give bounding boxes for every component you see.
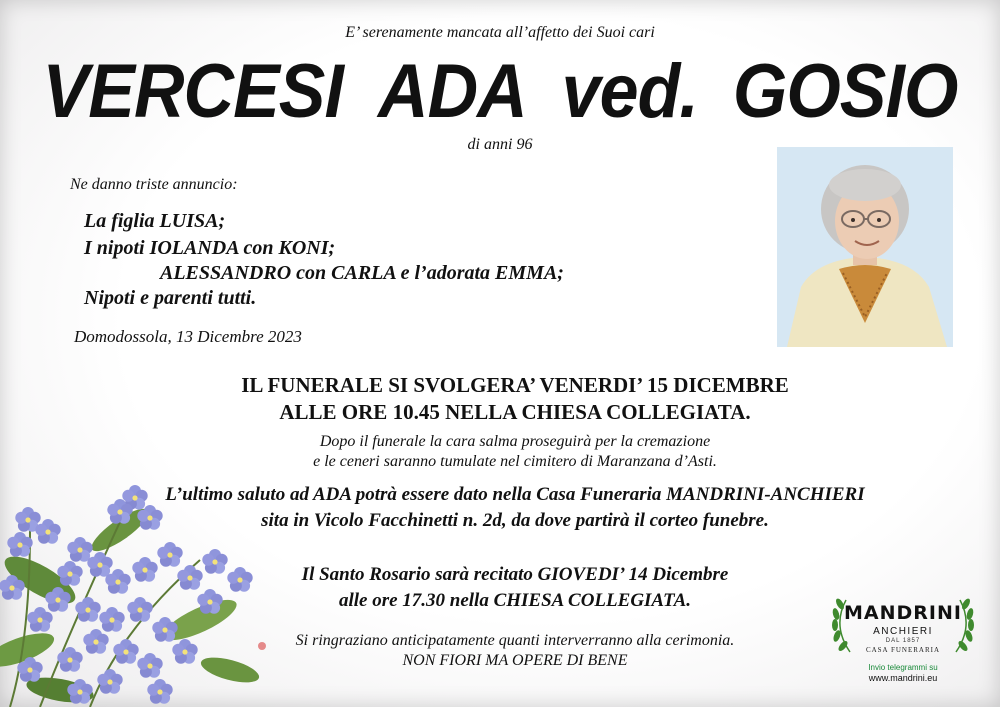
name-part: ved.: [561, 49, 698, 134]
rosary-line: Il Santo Rosario sarà recitato GIOVEDI’ 14 Dicembre: [301, 564, 729, 585]
thanks-line: Si ringraziano anticipatamente quanti interverranno alla cerimonia.: [295, 632, 735, 649]
funeral-home-logo: [828, 592, 978, 687]
funeral-line: IL FUNERALE SI SVOLGERA’ VENERDI’ 15 DICEMBRE: [241, 373, 789, 397]
name-part: ADA: [377, 49, 527, 134]
cremation-line: Dopo il funerale la cara salma proseguirà per la cremazione: [319, 433, 711, 450]
farewell-line: sita in Vicolo Facchinetti n. 2d, da dove partirà il corteo funebre.: [261, 510, 769, 531]
rosary-line: alle ore 17.30 nella CHIESA COLLEGIATA.: [338, 590, 692, 611]
logo-subname: ANCHIERI: [873, 626, 933, 637]
forget-me-not-icon: [0, 470, 300, 707]
cremation-note: [0, 432, 1000, 472]
portrait-photo: [777, 147, 953, 347]
name-part: VERCESI: [42, 49, 344, 134]
announce-label: Ne danno triste annuncio:: [70, 176, 238, 193]
logo-since: DAL 1857: [885, 638, 921, 644]
cremation-line: e le ceneri saranno tumulate nel cimitero di Maranzana d’Asti.: [313, 453, 717, 470]
age-line: di anni 96: [467, 136, 533, 153]
family-line: I nipoti IOLANDA con KONI;: [84, 237, 336, 259]
funeral-line: ALLE ORE 10.45 NELLA CHIESA COLLEGIATA.: [279, 400, 751, 424]
logo-tagline: CASA FUNERARIA: [865, 646, 941, 654]
flowers-decoration: [0, 470, 300, 707]
deceased-name: [42, 49, 958, 134]
portrait-illustration: [777, 147, 953, 347]
farewell-line: L’ultimo saluto ad ADA potrà essere dato nella Casa Funeraria MANDRINI-ANCHIERI: [165, 484, 865, 505]
intro-line: E’ serenamente mancata all’affetto dei Suoi cari: [345, 24, 655, 41]
website-link[interactable]: www.mandrini.eu: [868, 673, 938, 683]
family-line: ALESSANDRO con CARLA e l’adorata EMMA;: [160, 262, 564, 284]
telegram-label: Invio telegrammi su: [868, 663, 938, 672]
name-part: GOSIO: [732, 49, 958, 134]
thanks-line: NON FIORI MA OPERE DI BENE: [402, 652, 628, 669]
place-date: Domodossola, 13 Dicembre 2023: [74, 327, 302, 346]
family-line: La figlia LUISA;: [84, 210, 226, 232]
family-line: Nipoti e parenti tutti.: [84, 287, 257, 309]
logo-name: MANDRINI: [844, 602, 962, 624]
funeral-announcement: [0, 372, 1000, 426]
